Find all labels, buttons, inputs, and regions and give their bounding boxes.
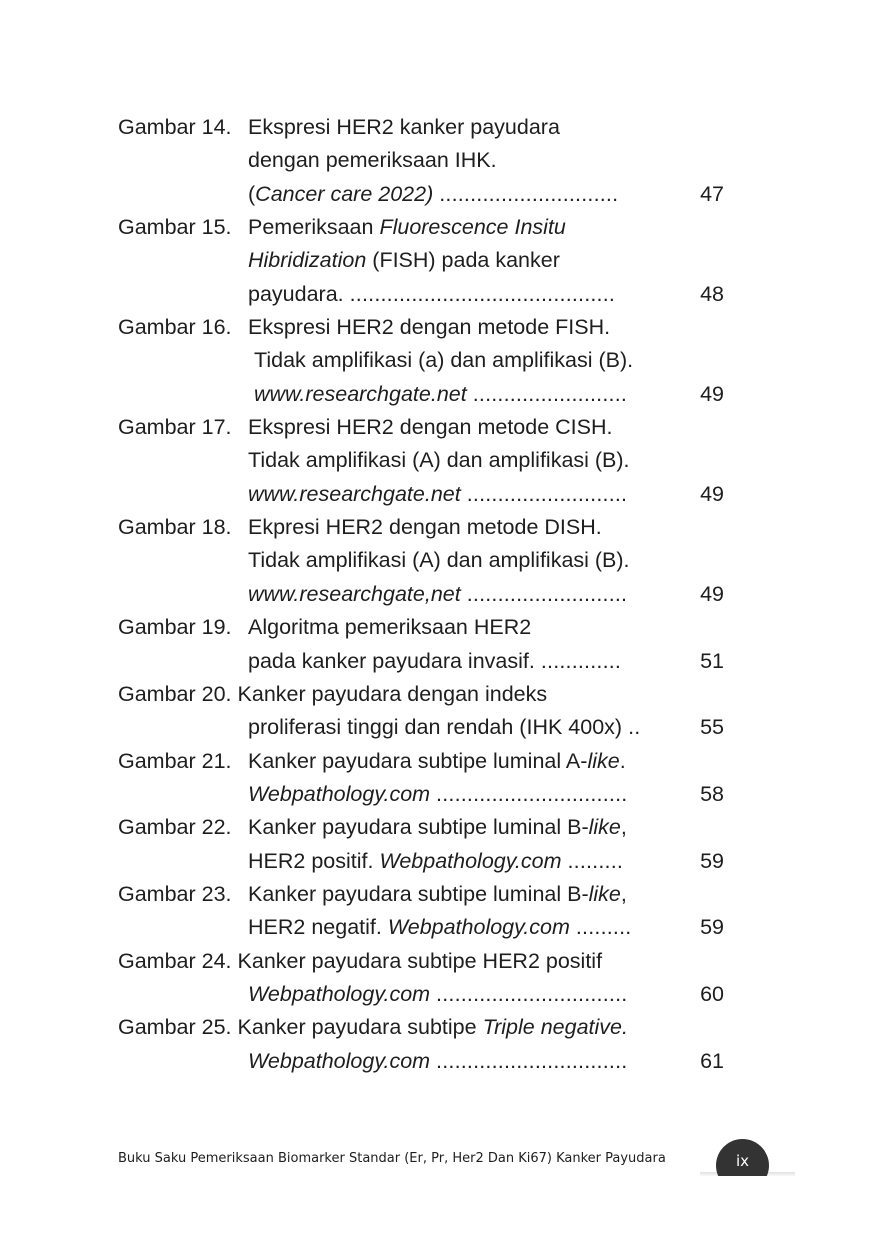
figure-caption-line [238,949,603,973]
figure-label: Gambar 23. [118,882,232,906]
caption-text: Kanker payudara subtipe [237,1015,483,1039]
caption-text: Kanker payudara subtipe luminal B- [248,815,589,839]
caption-italic-text: Webpathology.com [248,982,431,1006]
figure-entry-heading [118,513,602,541]
caption-text: Tidak amplifikasi (a) dan amplifikasi (B). [254,348,634,372]
figure-page-number: 49 [700,582,724,606]
figure-page-number: 59 [700,915,724,939]
caption-text: Ekpresi HER2 dengan metode DISH. [248,515,602,539]
caption-italic-text: Fluorescence Insitu [379,215,566,239]
figure-entry-heading [118,747,626,775]
figure-caption-line [248,1047,627,1075]
caption-text: Kanker payudara subtipe HER2 positif [237,949,603,973]
caption-italic-text: www.researchgate,net [248,582,461,606]
figure-entry-heading [118,1013,628,1041]
figure-caption-line [248,747,626,775]
figure-caption-line [248,446,630,474]
figure-page-number: 48 [700,282,724,306]
dot-leader: ......... [575,915,632,939]
dot-leader: ............................... [436,982,628,1006]
figure-caption-line [248,813,627,841]
figure-caption-line [248,546,630,574]
caption-italic-text: like [587,749,620,773]
caption-text: Ekspresi HER2 dengan metode CISH. [248,415,613,439]
figure-caption-line [248,847,623,875]
dot-leader: ............................... [436,1049,628,1073]
figure-entry-heading [118,213,566,241]
caption-text: Kanker payudara dengan indeks [237,682,548,706]
figure-page-number: 60 [700,982,724,1006]
caption-italic-text: Webpathology.com [387,915,570,939]
figure-entry-heading [118,613,532,641]
dot-leader: ......................... [472,382,628,406]
figure-caption-line [248,647,621,675]
figure-entry-heading [118,880,627,908]
figure-entry-heading [118,413,613,441]
figure-page-number: 51 [700,649,724,673]
figure-caption-line [238,682,548,706]
figure-caption-line [248,413,612,441]
figure-caption-line [248,780,627,808]
figure-caption-line [248,980,627,1008]
caption-italic-text: www.researchgate.net [254,382,467,406]
caption-text: proliferasi tinggi dan rendah (IHK 400x) [248,715,623,739]
figure-caption-line [248,113,560,141]
figure-page-number: 49 [700,382,724,406]
figure-caption-line [248,213,566,241]
caption-italic-text: like [588,882,621,906]
caption-italic-text: Triple negative. [482,1015,628,1039]
figure-page-number: 61 [700,1049,724,1073]
figure-label: Gambar 15. [118,215,232,239]
figure-page-number: 47 [700,182,724,206]
caption-text: , [620,882,627,906]
figure-caption-line [248,246,560,274]
caption-italic-text: Webpathology.com [248,782,431,806]
footer-band [690,1176,810,1196]
figure-caption-line [238,1015,628,1039]
dot-leader: ........................................... [349,282,616,306]
figure-label: Gambar 19. [118,615,232,639]
figure-entry-heading [118,680,547,708]
figure-caption-line [248,513,602,541]
figure-caption-line [248,713,640,741]
figure-caption-line [248,180,618,208]
figure-caption-line [248,913,631,941]
figure-label: Gambar 20. [118,682,232,706]
figure-entry-heading [118,113,560,141]
caption-text: ( [248,182,256,206]
page-number: ix [735,1152,750,1170]
figure-caption-line [248,580,627,608]
caption-italic-text: Cancer care 2022) [255,182,434,206]
figure-page-number: 58 [700,782,724,806]
figure-caption-line [248,480,627,508]
caption-text: payudara. [248,282,344,306]
figure-label: Gambar 14. [118,115,232,139]
caption-text: . [619,749,626,773]
figure-label: Gambar 21. [118,749,232,773]
figure-caption-line [248,146,497,174]
caption-italic-text: Webpathology.com [248,1049,431,1073]
figure-caption-line [248,313,610,341]
figure-caption-line [248,280,615,308]
figure-entry-heading [118,313,611,341]
figure-label: Gambar 25. [118,1015,232,1039]
caption-text: dengan pemeriksaan IHK. [248,148,497,172]
caption-italic-text: like [588,815,621,839]
caption-text: (FISH) pada kanker [366,248,560,272]
caption-text: pada kanker payudara invasif. [248,649,535,673]
figure-caption-line [248,613,531,641]
caption-text: Ekspresi HER2 kanker payudara [248,115,560,139]
caption-italic-text: Hibridization [248,248,367,272]
figure-label: Gambar 18. [118,515,232,539]
figure-caption-line [254,346,633,374]
figure-entry-heading [118,813,627,841]
caption-text: Algoritma pemeriksaan HER2 [248,615,532,639]
caption-text: , [620,815,627,839]
caption-text: Kanker payudara subtipe luminal B- [248,882,589,906]
caption-italic-text: www.researchgate.net [248,482,461,506]
dot-leader: ............................... [436,782,628,806]
dot-leader: .......................... [466,482,628,506]
caption-text: Tidak amplifikasi (A) dan amplifikasi (B). [248,448,630,472]
figure-label: Gambar 24. [118,949,232,973]
footer-book-title: Buku Saku Pemeriksaan Biomarker Standar (Er, Pr, Her2 Dan Ki67) Kanker Payudara [118,1151,666,1166]
caption-text: HER2 positif. [248,849,380,873]
dot-leader: .. [628,715,641,739]
figure-label: Gambar 16. [118,315,232,339]
figure-page-number: 49 [700,482,724,506]
dot-leader: ......... [567,849,624,873]
dot-leader: ............. [540,649,622,673]
figure-entry-heading [118,947,602,975]
figure-page-number: 55 [700,715,724,739]
caption-text: Kanker payudara subtipe luminal A- [248,749,588,773]
figure-label: Gambar 17. [118,415,232,439]
figure-label: Gambar 22. [118,815,232,839]
caption-text: Pemeriksaan [248,215,380,239]
caption-italic-text: Webpathology.com [379,849,562,873]
figure-caption-line [254,380,627,408]
caption-text: Ekspresi HER2 dengan metode FISH. [248,315,611,339]
dot-leader: ............................. [439,182,619,206]
caption-text: Tidak amplifikasi (A) dan amplifikasi (B). [248,548,630,572]
caption-text: HER2 negatif. [248,915,388,939]
dot-leader: .......................... [466,582,628,606]
figure-page-number: 59 [700,849,724,873]
figure-caption-line [248,880,627,908]
